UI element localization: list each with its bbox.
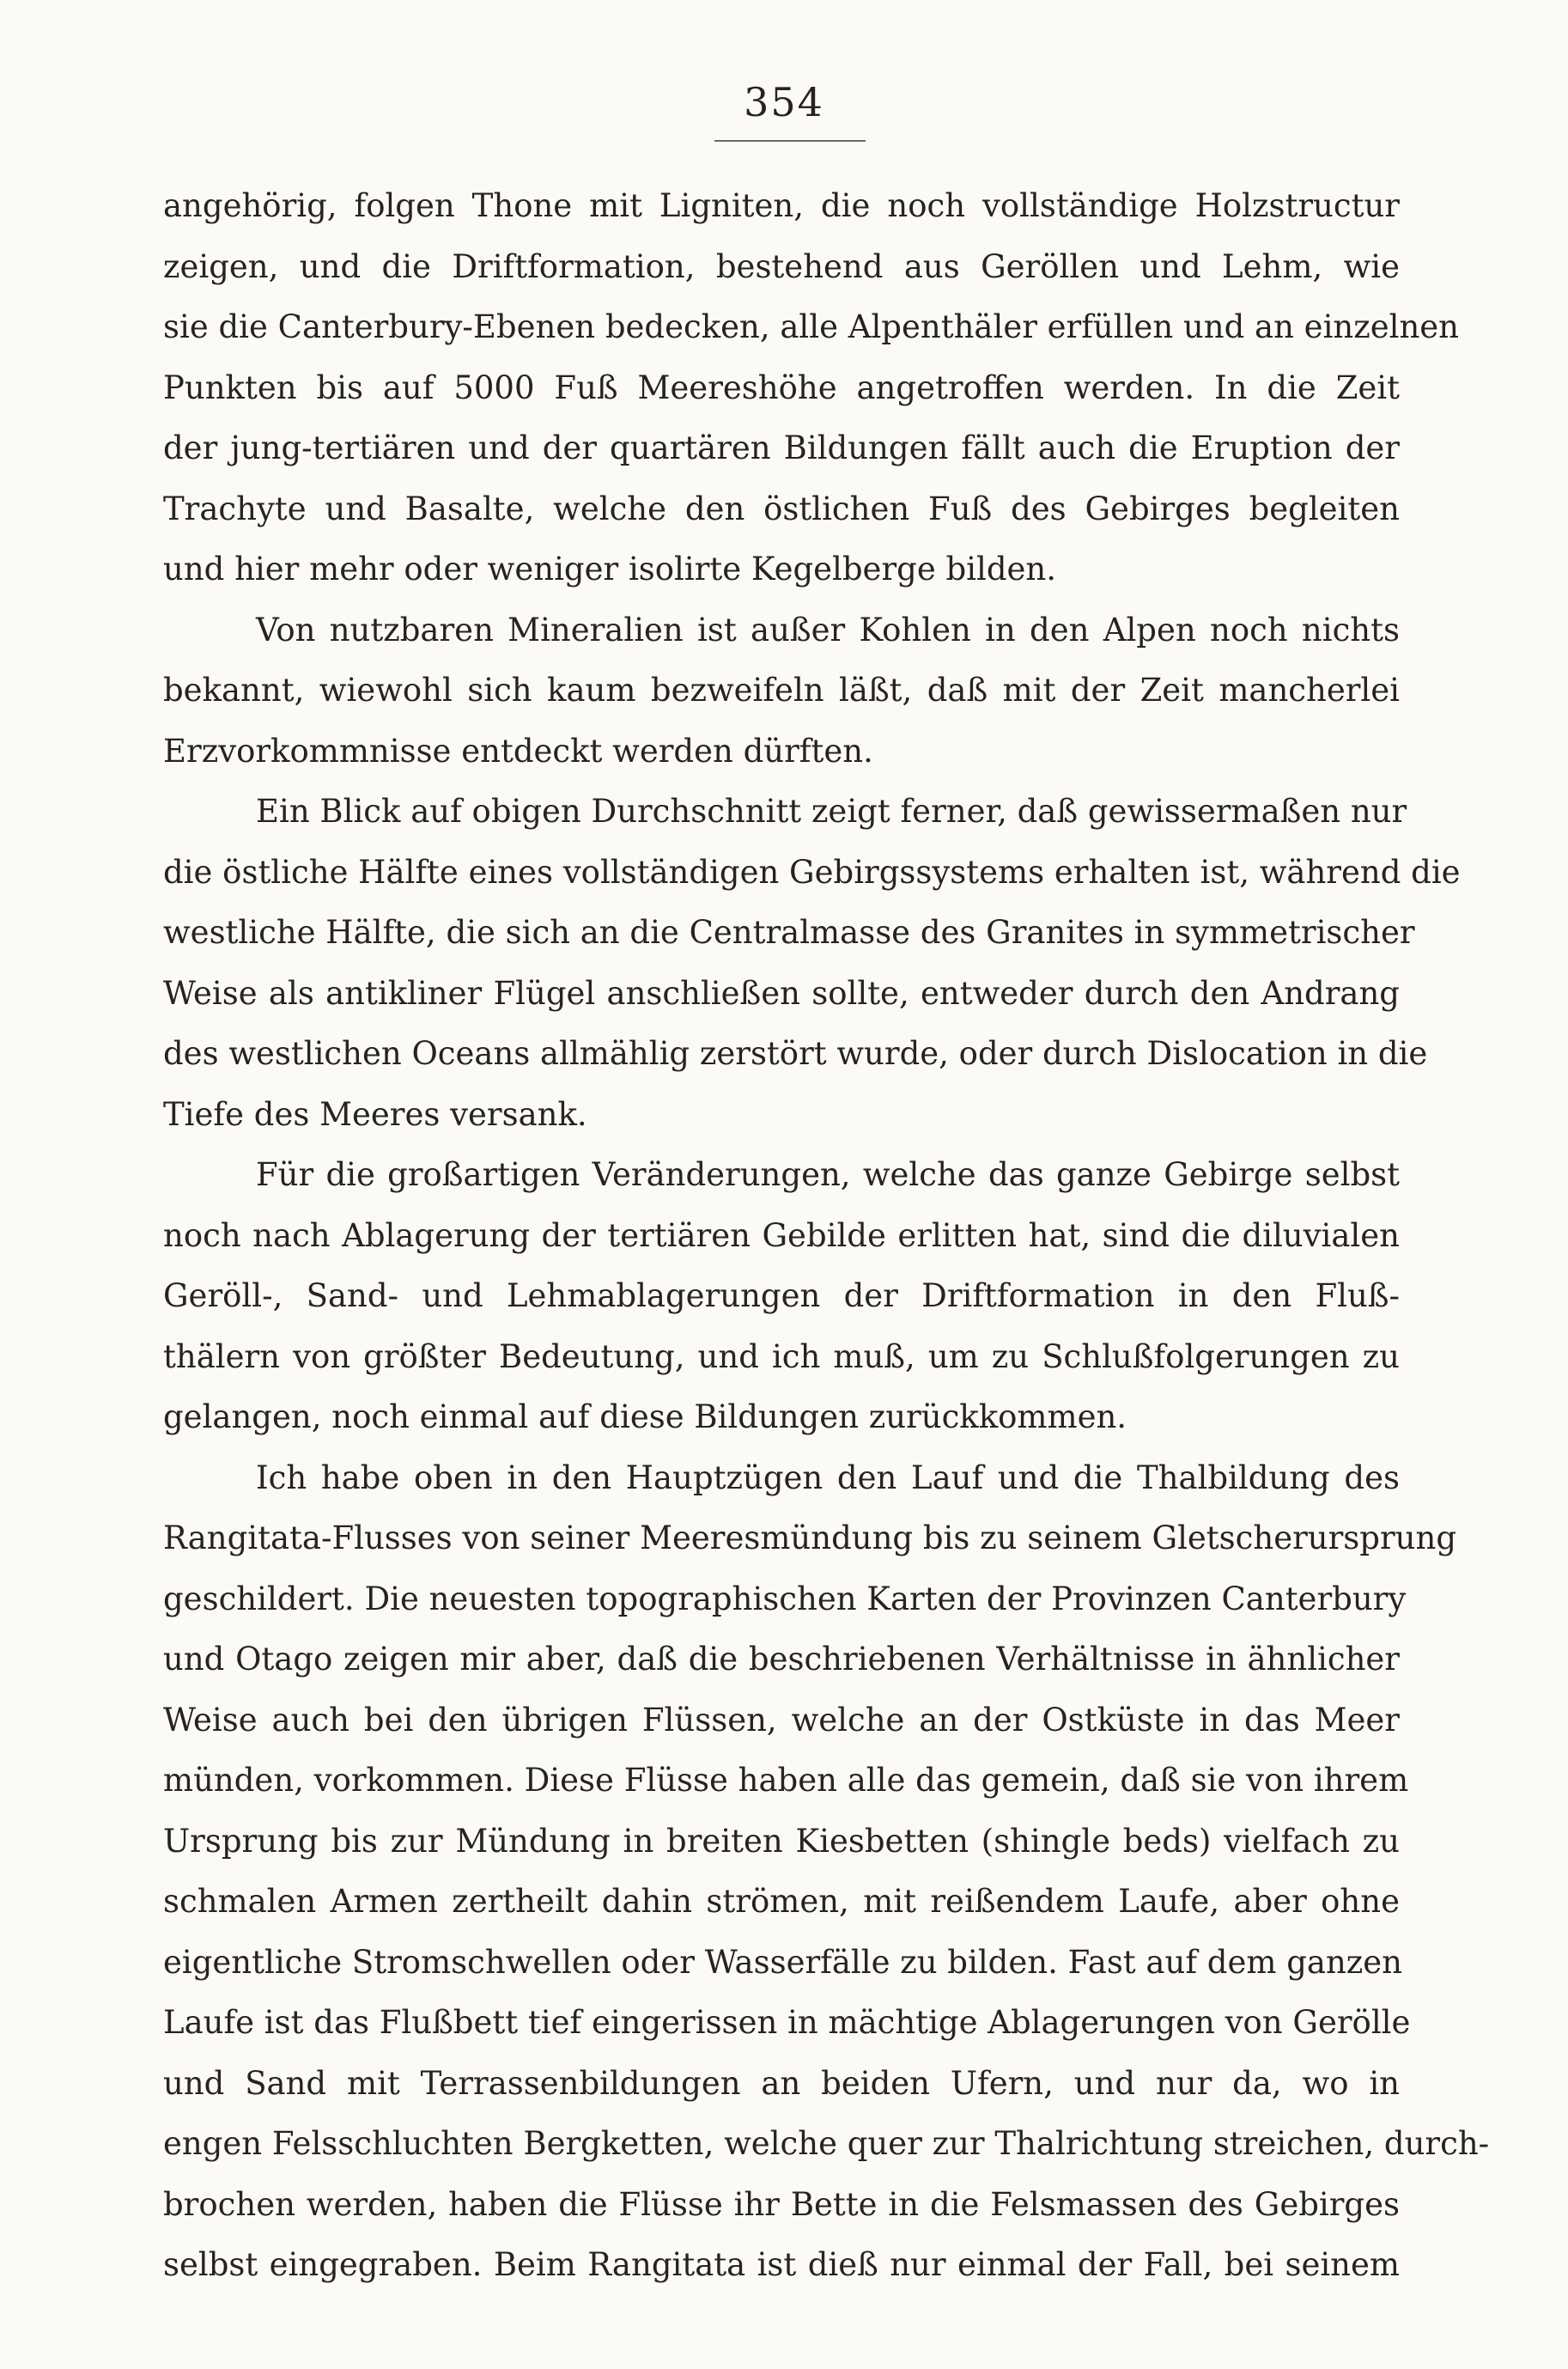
text-line: noch nach Ablagerung der tertiären Gebilde erlitten hat, sind die diluvialen [163,1216,1400,1254]
paragraph [163,1145,1400,1448]
text-line: Ich habe oben in den Hauptzügen den Lauf und die Thalbildung des [256,1459,1400,1496]
text-line: und Otago zeigen mir aber, daß die beschriebenen Verhältnisse in ähnlicher [163,1641,1400,1678]
text-line: und hier mehr oder weniger isolirte Kegelberge bilden. [163,551,1057,588]
text-line: westliche Hälfte, die sich an die Centralmasse des Granites in symmetrischer [163,914,1415,951]
text-line: engen Felsschluchten Bergketten, welche quer zur Thalrichtung streichen, durch- [163,2125,1490,2162]
text-line: Ursprung bis zur Mündung in breiten Kiesbetten (shingle beds) vielfach zu [163,1822,1400,1860]
text-line: geschildert. Die neuesten topographischen Karten der Provinzen Canterbury [163,1580,1407,1617]
text-line: Tiefe des Meeres versank. [163,1095,587,1133]
text-line: angehörig, folgen Thone mit Ligniten, die noch vollständige Holzstructur [163,187,1400,224]
text-line: zeigen, und die Driftformation, bestehend aus Geröllen und Lehm, wie [163,247,1400,285]
text-line: gelangen, noch einmal auf diese Bildungen zurückkommen. [163,1398,1127,1435]
page-number: 354 [744,79,824,125]
text-line: thälern von größter Bedeutung, und ich muß, um zu Schlußfolgerungen zu [163,1337,1400,1375]
text-line: sie die Canterbury-Ebenen bedecken, alle Alpenthäler erfüllen und an einzelnen [163,308,1460,345]
text-line: Weise als antikliner Flügel anschließen sollte, entweder durch den Andrang [163,974,1400,1012]
text-line: Erzvorkommnisse entdeckt werden dürften. [163,732,873,770]
paragraph [163,1448,1490,2296]
text-line: Punkten bis auf 5000 Fuß Meereshöhe angetroffen werden. In die Zeit [163,368,1400,406]
text-line: Ein Blick auf obigen Durchschnitt zeigt ferner, daß gewissermaßen nur [256,793,1407,830]
text-line: selbst eingegraben. Beim Rangitata ist dieß nur einmal der Fall, bei seinem [163,2246,1400,2283]
text-line: Weise auch bei den übrigen Flüssen, welche an der Ostküste in das Meer [163,1701,1400,1739]
text-line: eigentliche Stromschwellen oder Wasserfälle zu bilden. Fast auf dem ganzen [163,1943,1402,1981]
text-line: schmalen Armen zertheilt dahin strömen, mit reißendem Laufe, aber ohne [163,1883,1400,1920]
text-line: die östliche Hälfte eines vollständigen Gebirgssystems erhalten ist, während die [163,853,1461,891]
paragraph [163,782,1461,1145]
text-line: Geröll-, Sand- und Lehmablagerungen der Driftformation in den Fluß- [163,1277,1400,1314]
text-line: münden, vorkommen. Diese Flüsse haben alle das gemein, daß sie von ihrem [163,1762,1409,1799]
text-line: bekannt, wiewohl sich kaum bezweifeln läßt, daß mit der Zeit mancherlei [163,672,1400,709]
text-line: Von nutzbaren Mineralien ist außer Kohlen in den Alpen noch nichts [256,611,1400,649]
text-line: Für die großartigen Veränderungen, welche das ganze Gebirge selbst [256,1156,1400,1193]
body-text [163,176,1490,2296]
header-rule [714,140,866,142]
text-line: des westlichen Oceans allmählig zerstört wurde, oder durch Dislocation in die [163,1035,1428,1072]
paragraph [163,600,1400,783]
text-line: und Sand mit Terrassenbildungen an beiden Ufern, und nur da, wo in [163,2064,1400,2102]
text-line: Laufe ist das Flußbett tief eingerissen in mächtige Ablagerungen von Gerölle [163,2004,1411,2041]
text-line: Rangitata-Flusses von seiner Meeresmündung bis zu seinem Gletscherursprung [163,1519,1457,1556]
text-line: brochen werden, haben die Flüsse ihr Bette in die Felsmassen des Gebirges [163,2185,1400,2223]
text-line: Trachyte und Basalte, welche den östlichen Fuß des Gebirges begleiten [163,490,1400,527]
paragraph [163,176,1460,600]
text-line: der jung-tertiären und der quartären Bildungen fällt auch die Eruption der [163,429,1400,466]
